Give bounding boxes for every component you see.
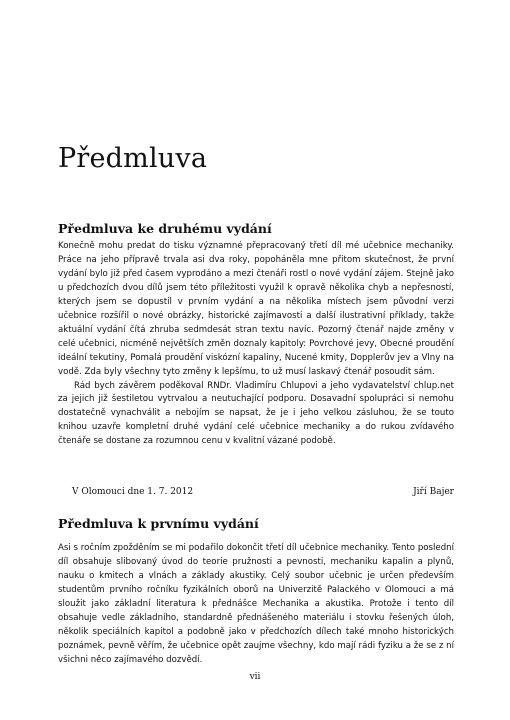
place-date: V Olomouci dne 1. 7. 2012 (72, 487, 194, 497)
paragraph: Konečně mohu predat do tisku významné přepracovaný třetí díl mé učebnice mechaniky. Práce na jeho přípravě trvala asi dva roky, popoháněla mne přitom skutečnost, že první vydání bylo již před časem vyprodáno a mezi čtenáři rostl o nové vydání zájem. Stejně jako u předchozích dvou dílů jsem této příležitosti využil k opravě několika chyb a nepřesností, kterých jsem se dopustil v prvním vydání a na několika místech jsem původní verzi učebnice rozšířil o nové obrázky, historické zajímavosti a další ilustrativní příklady, takže aktuální vydání čítá zhruba sedmdesát stran textu navíc. Pozorný čtenář najde změny v celé učebnici, nicméně největších změn doznaly kapitoly: Povrchové jevy, Obecné proudění ideální tekutiny, Pomalá proudění viskózní kapaliny, Nucené kmity, Dopplerův jev a Vlny na vodě. Zda byly všechny tyto změny k lepšímu, to už musí laskavý čtenář posoudit sám. (58, 241, 454, 377)
section-heading-first-edition: Předmluva k prvnímu vydání (58, 516, 259, 531)
author-name: Jiří Bajer (413, 487, 454, 497)
paragraph: Rád bych závěrem poděkoval RNDr. Vladimíru Chlupovi a jeho vydavatelství chlup.net za jejich již šestiletou vytrvalou a neutuchající podporu. Dosavadní spolupráci si nemohu dostatečně vynachválit a nebojím se napsat, že je i jeho velkou zásluhou, že se touto knihou uzavře kompletní druhé vydání celé učebnice mechaniky a do rukou zvídavého čtenáře se dostane za rozumnou cenu v kvalitní vázané podobě. (58, 380, 454, 447)
second-edition-body (58, 240, 454, 449)
section-heading-second-edition: Předmluva ke druhému vydání (58, 221, 272, 236)
first-edition-body (58, 542, 454, 668)
page-number: vii (249, 672, 261, 682)
signature-row (72, 487, 454, 497)
chapter-title: Předmluva (58, 143, 208, 174)
paragraph: Asi s ročním zpožděním se mi podařilo dokončit třetí díl učebnice mechaniky. Tento poslední díl obsahuje slibovaný úvod do teorie pružnosti a pevnosti, mechaniku kapalin a plynů, nauku o kmitech a vlnách a základy akustiky. Celý soubor učebnic je určen především studentům prvního ročníku fyzikálních oborů na Univerzitě Palackého v Olomouci a má sloužit jako základní literatura k přednášce Mechanika a akustika. Protože i tento díl obsahuje vedle základního, standardně přednášeného materiálu i stovku řešených úloh, několik speciálních kapitol a podobně jako v předchozích dílech také mnoho historických poznámek, pevně věřím, že učebnice opět zaujme všechny, kdo mají rádi fyziku a že se z ní všichni něco zajímavého dozvědí. (58, 543, 454, 665)
